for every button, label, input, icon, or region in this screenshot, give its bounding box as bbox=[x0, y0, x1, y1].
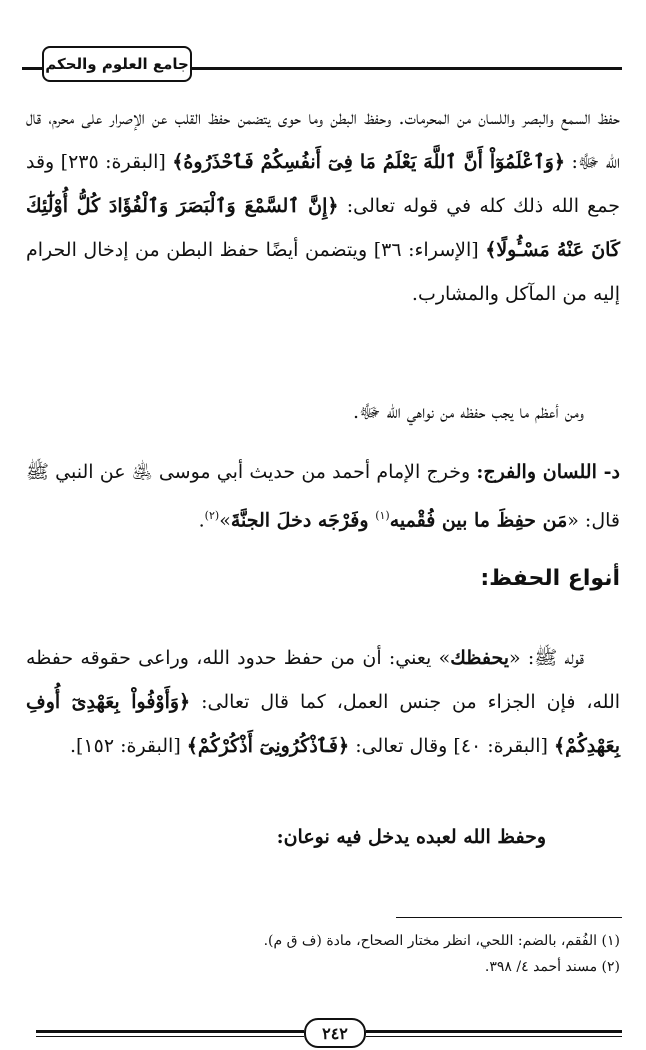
footnote-separator bbox=[396, 917, 622, 918]
paragraph-3 bbox=[26, 450, 620, 542]
footnotes bbox=[26, 928, 620, 980]
footnote-2: (٢) مسند أحمد ٤/ ٣٩٨. bbox=[484, 959, 620, 975]
paragraph-5: وحفظ الله لعبده يدخل فيه نوعان: bbox=[276, 826, 546, 848]
para2-text: ومن أعظم ما يجب حفظه من نواهي الله ﷻ. bbox=[353, 401, 584, 423]
paragraph-1 bbox=[26, 96, 620, 316]
hadith-text-1: مَن حفِظَ ما بين فُقْميه bbox=[389, 509, 568, 532]
keyword-yahfazhak: يحفظك bbox=[450, 647, 509, 669]
para1-text-3: [الإسراء: ٣٦] ويتضمن أيضًا حفظ البطن من إدخال الحرام إليه من المآكل والمشارب. bbox=[26, 239, 620, 305]
para1-text-2: [البقرة: ٢٣٥] وقد جمع الله ذلك كله في قوله تعالى: bbox=[26, 151, 621, 217]
paragraph-2 bbox=[26, 390, 620, 434]
page-number: ٢٤٢ bbox=[304, 1018, 366, 1048]
quran-verse-isra-36: ﴿إِنَّ ٱلسَّمْعَ وَٱلْبَصَرَ وَٱلْفُؤَادَ كُلُّ أُوْلَٰٓئِكَ كَانَ عَنْهُ مَسْـُٔولًا﴾ bbox=[26, 195, 620, 261]
header-rule-left bbox=[22, 67, 42, 70]
para3-text-1: وخرج الإمام أحمد من حديث أبي موسى ﵁ عن النبي ﷺ قال: « bbox=[26, 461, 620, 532]
quran-verse-baqara-152: ﴿فَٱذْكُرُونِىٓ أَذْكُرْكُمْ﴾ bbox=[186, 735, 350, 757]
hadith-text-2: وفَرْجَه دخلَ الجنَّةَ bbox=[230, 509, 376, 532]
footnote-ref-1: (١) bbox=[375, 509, 390, 522]
para4-text-4: [البقرة: ١٥٢]. bbox=[69, 735, 187, 757]
footer-rule-right-thin bbox=[366, 1036, 622, 1037]
para3-text-3: . bbox=[198, 509, 205, 532]
section-heading: أنواع الحفظ: bbox=[480, 566, 620, 591]
footer-rule-right-thick bbox=[366, 1030, 622, 1033]
footnote-ref-2: (٢) bbox=[204, 509, 220, 522]
section-label-tongue-private: د- اللسان والفرج: bbox=[476, 461, 620, 483]
footnote-1: (١) الفُقم، بالضم: اللحي، انظر مختار الصحاح، مادة (ف ق م). bbox=[263, 933, 620, 949]
footer-rule-left-thin bbox=[36, 1036, 304, 1037]
para1-text-1: حفظ السمع والبصر واللسان من المحرمات. وحفظ البطن وما حوى يتضمن حفظ القلب عن الإصرار على محرم، قال الله ﷻ: bbox=[26, 107, 621, 173]
para4-text-2: » يعني: أن من حفظ حدود الله، وراعى حقوقه حفظه الله، فإن الجزاء من جنس العمل، كما قال تعالى: bbox=[26, 647, 621, 713]
quran-verse-baqara-40: ﴿وَأَوْفُواْ بِعَهْدِىٓ أُوفِ بِعَهْدِكُمْ﴾ bbox=[26, 691, 620, 757]
quran-verse-baqara-235: ﴿وَٱعْلَمُوٓاْ أَنَّ ٱللَّهَ يَعْلَمُ مَا فِىٓ أَنفُسِكُمْ فَٱحْذَرُوهُ﴾ bbox=[172, 151, 566, 173]
para3-text-2: » bbox=[219, 509, 231, 532]
para4-text-1: قوله ﷺ: « bbox=[509, 647, 584, 669]
para4-text-3: [البقرة: ٤٠] وقال تعالى: bbox=[349, 735, 554, 757]
paragraph-4 bbox=[26, 636, 620, 768]
footer-rule-left-thick bbox=[36, 1030, 304, 1033]
running-title: جامع العلوم والحكم bbox=[42, 46, 192, 82]
header-rule-right bbox=[192, 67, 622, 70]
